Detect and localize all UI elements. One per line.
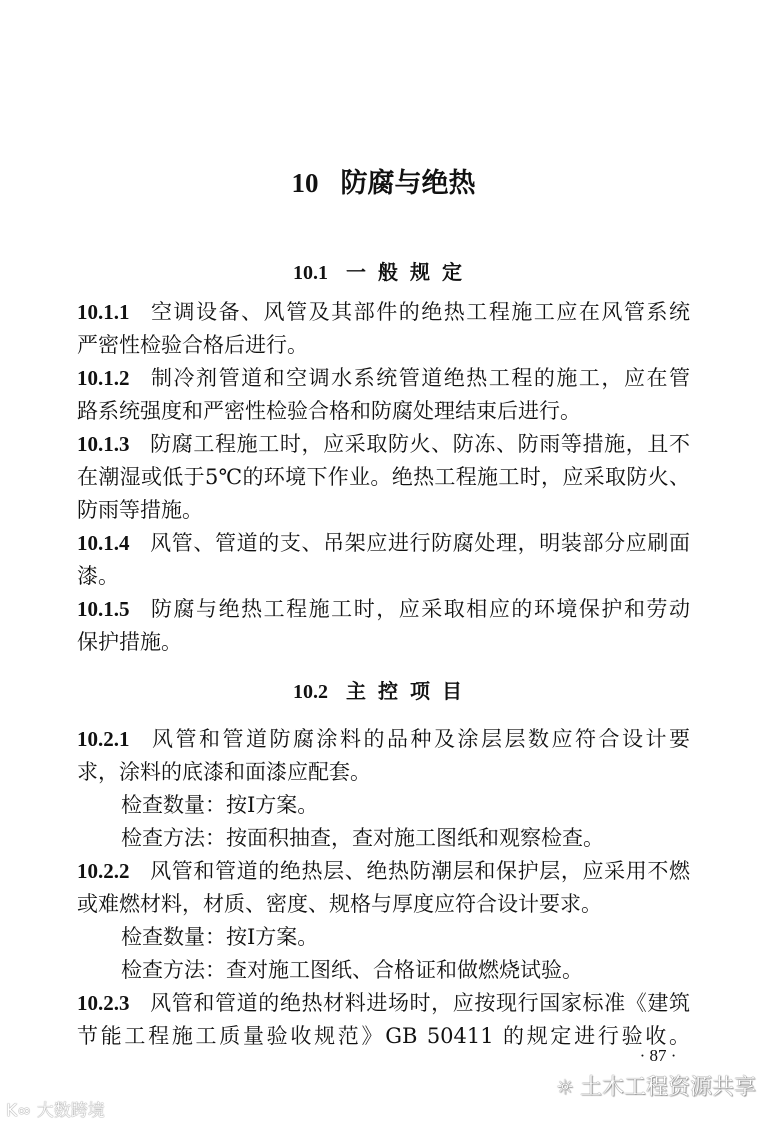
clause-text: 制冷剂管道和空调水系统管道绝热工程的施工，应在管 bbox=[149, 366, 690, 390]
text-line: 在潮湿或低于5℃的环境下作业。绝热工程施工时，应采取防火、 bbox=[77, 465, 690, 489]
clause-text: 风管和管道防腐涂料的品种及涂层层数应符合设计要 bbox=[149, 727, 690, 751]
clause-10-1-5 bbox=[77, 593, 690, 626]
inspection-quantity: 检查数量：按Ⅰ方案。 bbox=[121, 793, 319, 817]
document-body bbox=[77, 296, 690, 1053]
clause-text: 空调设备、风管及其部件的绝热工程施工应在风管系统 bbox=[149, 300, 690, 324]
section-title: 主控项目 bbox=[346, 679, 474, 703]
clause-text: 防腐与绝热工程施工时，应采取相应的环境保护和劳动 bbox=[149, 597, 690, 621]
chapter-number: 10 bbox=[291, 168, 319, 198]
clause-number: 10.2.3 bbox=[77, 991, 130, 1015]
clause-10-2-2 bbox=[77, 855, 690, 888]
clause-10-1-1 bbox=[77, 296, 690, 329]
wechat-icon: ☼ bbox=[556, 1075, 574, 1099]
clause-10-1-2 bbox=[77, 362, 690, 395]
text-line: 严密性检验合格后进行。 bbox=[77, 333, 308, 357]
inspection-quantity: 检查数量：按Ⅰ方案。 bbox=[121, 925, 319, 949]
clause-number: 10.1.1 bbox=[77, 300, 130, 324]
clause-number: 10.1.2 bbox=[77, 366, 130, 390]
chapter-title bbox=[0, 163, 767, 204]
chapter-name: 防腐与绝热 bbox=[340, 168, 476, 199]
inspection-method: 检查方法：查对施工图纸、合格证和做燃烧试验。 bbox=[121, 958, 583, 982]
inspection-method: 检查方法：按面积抽查，查对施工图纸和观察检查。 bbox=[121, 826, 604, 850]
clause-number: 10.1.3 bbox=[77, 432, 130, 456]
clause-10-1-4 bbox=[77, 527, 690, 560]
clause-text: 风管、管道的支、吊架应进行防腐处理，明装部分应刷面 bbox=[149, 531, 690, 555]
corner-watermark bbox=[6, 1096, 105, 1121]
clause-10-2-1 bbox=[77, 723, 690, 756]
logo-icon: K∞ bbox=[6, 1101, 37, 1121]
section-number: 10.1 bbox=[293, 262, 328, 284]
clause-10-1-3 bbox=[77, 428, 690, 461]
text-line: 求，涂料的底漆和面漆应配套。 bbox=[77, 760, 371, 784]
watermark-text: 土木工程资源共享 bbox=[579, 1075, 756, 1100]
clause-number: 10.2.2 bbox=[77, 859, 130, 883]
clause-number: 10.2.1 bbox=[77, 727, 130, 751]
section-number: 10.2 bbox=[293, 681, 328, 703]
clause-number: 10.1.5 bbox=[77, 597, 130, 621]
section-heading-10-2 bbox=[77, 659, 690, 723]
text-line: 节能工程施工质量验收规范》GB 50411 的规定进行验收。 bbox=[77, 1024, 690, 1048]
text-line: 或难燃材料，材质、密度、规格与厚度应符合设计要求。 bbox=[77, 892, 602, 916]
section-title: 一般规定 bbox=[346, 260, 474, 284]
clause-text: 风管和管道的绝热材料进场时，应按现行国家标准《建筑 bbox=[149, 991, 690, 1015]
wechat-watermark bbox=[556, 1070, 756, 1101]
watermark-text: 大数跨境 bbox=[36, 1101, 105, 1121]
text-line: 防雨等措施。 bbox=[77, 498, 203, 522]
clause-text: 防腐工程施工时，应采取防火、防冻、防雨等措施，且不 bbox=[149, 432, 690, 456]
page-number: · 87 · bbox=[639, 1046, 677, 1065]
text-line: 漆。 bbox=[77, 564, 119, 588]
clause-number: 10.1.4 bbox=[77, 531, 130, 555]
clause-10-2-3 bbox=[77, 987, 690, 1020]
text-line: 保护措施。 bbox=[77, 630, 182, 654]
clause-text: 风管和管道的绝热层、绝热防潮层和保护层，应采用不燃 bbox=[149, 859, 690, 883]
text-line: 路系统强度和严密性检验合格和防腐处理结束后进行。 bbox=[77, 399, 581, 423]
section-heading-10-1 bbox=[0, 240, 767, 304]
